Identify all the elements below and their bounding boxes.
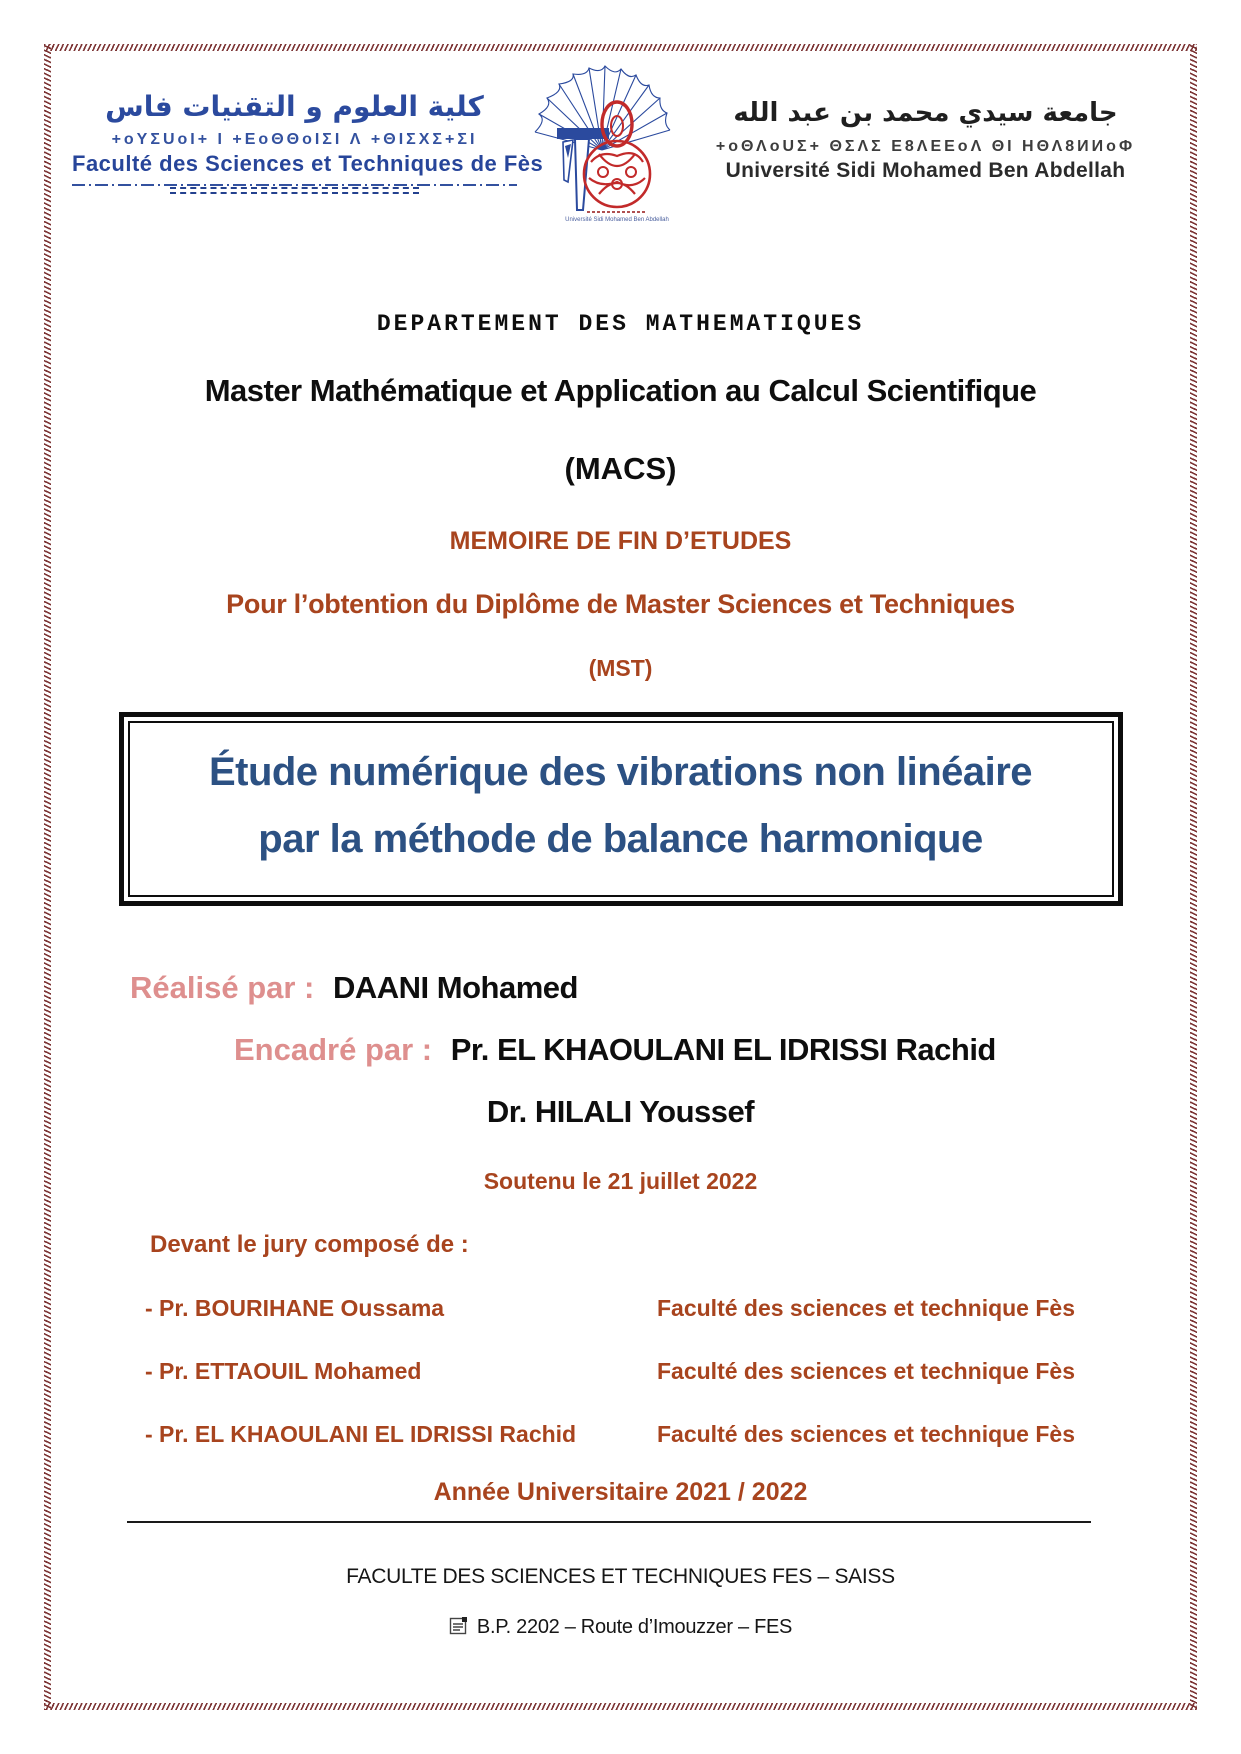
- diploma-purpose: Pour l’obtention du Diplôme de Master Sciences et Techniques: [226, 589, 1015, 619]
- double-dash-divider: [170, 187, 419, 194]
- horizontal-rule: [127, 1521, 1091, 1523]
- thesis-title-box: [119, 712, 1123, 906]
- thesis-title-line2: par la méthode de balance harmonique: [258, 817, 983, 862]
- frame-top: [44, 44, 1197, 51]
- co-supervisor-name: Dr. HILALI Youssef: [486, 1094, 755, 1130]
- academic-year: Année Universitaire 2021 / 2022: [433, 1478, 808, 1507]
- thesis-title-box-inner: [128, 721, 1114, 897]
- institution-header: [72, 62, 1169, 227]
- jury-heading: Devant le jury composé de :: [150, 1231, 469, 1259]
- jury-row: [145, 1295, 1075, 1322]
- thesis-title-line1: Étude numérique des vibrations non linéaire: [208, 750, 1033, 794]
- memoire-heading: MEMOIRE DE FIN D’ETUDES: [449, 527, 792, 555]
- university-name-arabic: جامعة سيدي محمد بن عبد الله: [733, 98, 1118, 128]
- jury-row: [145, 1421, 1075, 1448]
- jury-row: [145, 1358, 1075, 1385]
- jury-member-name: - Pr. EL KHAOULANI EL IDRISSI Rachid: [145, 1421, 577, 1448]
- dash-dot-divider: [72, 184, 517, 186]
- jury-member-name: - Pr. ETTAOUIL Mohamed: [145, 1358, 422, 1385]
- faculty-name-tifinagh: +oYΣUoI+ I +ΕoΘΘoIΣI Λ +ΘIΣΧΣ+ΣI: [111, 131, 478, 148]
- author-row: [130, 970, 1241, 1006]
- department-title: DEPARTEMENT DES MATHEMATIQUES: [376, 311, 865, 337]
- faculty-name-arabic: كلية العلوم و التقنيات فاس: [105, 90, 484, 123]
- jury-member-affiliation: Faculté des sciences et technique Fès: [657, 1421, 1075, 1448]
- frame-bottom: [44, 1703, 1197, 1710]
- jury-member-name: - Pr. BOURIHANE Oussama: [145, 1295, 445, 1322]
- frame-left: [44, 44, 51, 1710]
- footer-address-text: B.P. 2202 – Route d’Imouzzer – FES: [476, 1616, 793, 1639]
- logo-caption: [565, 212, 669, 222]
- footer-address-line: [0, 1616, 1241, 1639]
- author-label: Réalisé par :: [130, 970, 315, 1006]
- supervisor-name: Pr. EL KHAOULANI EL IDRISSI Rachid: [450, 1032, 996, 1068]
- university-name-tifinagh: +oΘΛoUΣ+ ΘΣΛΣ Ε8ΛΕΕoΛ ΘΙ ΗΘΛ8ИИoΦ: [715, 138, 1136, 155]
- faculty-name-french: Faculté des Sciences et Techniques de Fès: [72, 151, 544, 176]
- faculty-block: [72, 62, 544, 194]
- university-block: [682, 62, 1169, 183]
- logo-torch: [563, 140, 573, 182]
- university-name-french: Université Sidi Mohamed Ben Abdellah: [725, 159, 1126, 182]
- university-logo: [517, 62, 682, 227]
- defense-date: Soutenu le 21 juillet 2022: [483, 1168, 758, 1195]
- diploma-abbreviation: (MST): [588, 655, 653, 681]
- author-name: DAANI Mohamed: [333, 970, 578, 1006]
- jury-member-affiliation: Faculté des sciences et technique Fès: [657, 1358, 1075, 1385]
- frame-right: [1190, 44, 1197, 1710]
- master-program-title: Master Mathématique et Application au Calcul Scientifique: [204, 373, 1037, 408]
- master-abbreviation: (MACS): [564, 451, 677, 486]
- supervisor-label: Encadré par :: [234, 1032, 433, 1068]
- jury-member-affiliation: Faculté des sciences et technique Fès: [657, 1295, 1075, 1322]
- logo-caption-text: Université Sidi Mohamed Ben Abdellah: [565, 217, 669, 222]
- document-icon: [449, 1616, 469, 1636]
- footer-faculty-line: FACULTE DES SCIENCES ET TECHNIQUES FES – SAISS: [346, 1565, 895, 1589]
- supervisor-row: [234, 1032, 1241, 1068]
